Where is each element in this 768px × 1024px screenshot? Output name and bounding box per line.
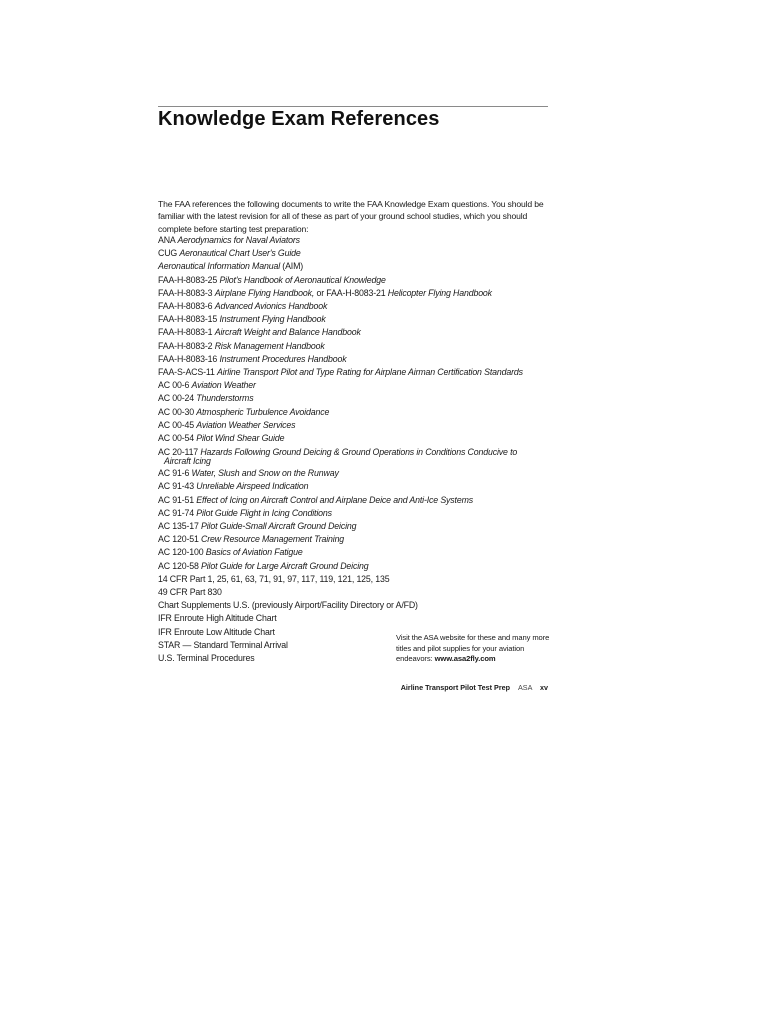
header-rule xyxy=(158,106,548,107)
reference-item xyxy=(158,406,558,419)
reference-title: Effect of Icing on Aircraft Control and Airplane Deice and Anti-Ice Systems xyxy=(196,494,474,505)
reference-code: AC 20-117 xyxy=(158,447,199,458)
footer-page-number: xv xyxy=(540,683,548,692)
reference-code: FAA-S-ACS-11 xyxy=(158,367,215,378)
reference-item xyxy=(158,366,558,379)
reference-code: AC 00-30 xyxy=(158,406,194,417)
reference-item xyxy=(158,340,558,353)
reference-item xyxy=(158,353,558,366)
reference-title: Airline Transport Pilot and Type Rating for Airplane Airman Certification Standards xyxy=(217,367,523,378)
reference-title: Pilot Guide Flight in Icing Conditions xyxy=(196,507,332,518)
reference-item xyxy=(158,586,558,599)
reference-item xyxy=(158,432,558,445)
reference-code: AC 00-45 xyxy=(158,419,194,430)
reference-title: Risk Management Handbook xyxy=(214,340,325,351)
reference-code: AC 91-43 xyxy=(158,481,194,492)
reference-item xyxy=(158,546,558,559)
reference-title: Unreliable Airspeed Indication xyxy=(196,481,309,492)
reference-title: Aerodynamics for Naval Aviators xyxy=(177,235,300,245)
reference-title: Aviation Weather Services xyxy=(196,419,296,430)
reference-title: Hazards Following Ground Deicing & Ground Operations in Conditions Conducive to xyxy=(200,447,518,458)
reference-item xyxy=(158,560,558,573)
footer-publisher: ASA xyxy=(518,683,532,692)
reference-code: AC 135-17 xyxy=(158,521,199,532)
reference-list xyxy=(158,234,558,665)
reference-code: AC 120-58 xyxy=(158,560,199,571)
reference-title: Pilot Guide for Large Aircraft Ground Deicing xyxy=(201,560,369,571)
reference-title: Aviation Weather xyxy=(191,380,256,391)
reference-code: AC 00-6 xyxy=(158,380,190,391)
reference-title: Pilot Guide-Small Aircraft Ground Deicing xyxy=(201,521,357,532)
reference-item xyxy=(158,533,558,546)
reference-item xyxy=(158,520,558,533)
reference-item xyxy=(158,507,558,520)
reference-item xyxy=(158,379,558,392)
reference-code: FAA-H-8083-15 xyxy=(158,314,218,325)
reference-item xyxy=(158,494,558,507)
reference-title: Basics of Aviation Fatigue xyxy=(205,547,303,558)
reference-code: AC 00-54 xyxy=(158,433,194,444)
reference-item xyxy=(158,392,558,405)
reference-code: AC 00-24 xyxy=(158,393,194,404)
reference-code: AC 91-51 xyxy=(158,494,194,505)
reference-item xyxy=(158,573,558,586)
reference-item xyxy=(158,447,558,465)
reference-title-continuation: Aircraft Icing xyxy=(164,456,211,467)
reference-title: Water, Slush and Snow on the Runway xyxy=(191,468,339,479)
reference-code: FAA-H-8083-3 xyxy=(158,287,213,298)
reference-code: AC 120-51 xyxy=(158,534,199,545)
reference-code: ANA xyxy=(158,235,176,245)
reference-code: FAA-H-8083-6 xyxy=(158,301,213,312)
reference-title: Aeronautical Information Manual xyxy=(158,261,280,272)
reference-item xyxy=(158,419,558,432)
reference-code: AC 120-100 xyxy=(158,547,204,558)
reference-title: Aeronautical Chart User's Guide xyxy=(179,248,301,259)
visit-text: Visit the ASA website for these and many more titles and pilot supplies for your aviation endeavors: xyxy=(396,633,550,663)
reference-code: 14 CFR Part 1, 25, 61, 63, 71, 91, 97, 117, 119, 121, 125, 135 xyxy=(158,573,390,584)
reference-code: AC 91-6 xyxy=(158,468,190,479)
reference-item xyxy=(158,287,558,300)
reference-title: Thunderstorms xyxy=(196,393,254,404)
reference-code: Chart Supplements U.S. (previously Airport/Facility Directory or A/FD) xyxy=(158,600,418,611)
reference-title: Instrument Flying Handbook xyxy=(219,314,326,325)
reference-code: CUG xyxy=(158,248,178,259)
page-title: Knowledge Exam References xyxy=(158,108,440,130)
reference-item xyxy=(158,599,558,612)
reference-item xyxy=(158,313,558,326)
reference-code: AC 91-74 xyxy=(158,507,194,518)
reference-title: Advanced Avionics Handbook xyxy=(214,301,328,312)
reference-title: Instrument Procedures Handbook xyxy=(219,353,347,364)
reference-item xyxy=(158,247,558,260)
reference-item xyxy=(158,260,558,273)
reference-title: Pilot Wind Shear Guide xyxy=(196,433,285,444)
reference-title: Pilot's Handbook of Aeronautical Knowledge xyxy=(219,274,386,285)
reference-item xyxy=(158,480,558,493)
reference-item xyxy=(158,234,558,247)
reference-code: FAA-H-8083-16 xyxy=(158,353,218,364)
reference-code: IFR Enroute High Altitude Chart xyxy=(158,613,277,624)
footer-book-title: Airline Transport Pilot Test Prep xyxy=(400,683,510,692)
reference-code: STAR — Standard Terminal Arrival xyxy=(158,639,288,650)
reference-title-alt: Helicopter Flying Handbook xyxy=(387,287,492,298)
reference-item xyxy=(158,612,558,625)
reference-item xyxy=(158,467,558,480)
reference-item xyxy=(158,300,558,313)
page-footer xyxy=(380,683,548,692)
reference-item xyxy=(158,326,558,339)
reference-suffix: (AIM) xyxy=(282,261,304,272)
visit-note xyxy=(396,633,556,665)
reference-code: FAA-H-8083-2 xyxy=(158,340,213,351)
reference-code: FAA-H-8083-25 xyxy=(158,274,218,285)
reference-item xyxy=(158,274,558,287)
reference-code: 49 CFR Part 830 xyxy=(158,587,222,598)
website-link[interactable]: www.asa2fly.com xyxy=(434,654,496,663)
reference-suffix: or FAA-H-8083-21 xyxy=(316,287,386,298)
reference-code: IFR Enroute Low Altitude Chart xyxy=(158,626,275,637)
reference-code: U.S. Terminal Procedures xyxy=(158,653,255,664)
reference-code: FAA-H-8083-1 xyxy=(158,327,213,338)
intro-paragraph: The FAA references the following documents to write the FAA Knowledge Exam questions. You should be familiar with the latest revision for all of these as part of your ground school studies, which you should complete before starting test preparation: xyxy=(158,199,544,234)
reference-title: Airplane Flying Handbook, xyxy=(214,287,315,298)
reference-title: Aircraft Weight and Balance Handbook xyxy=(214,327,361,338)
reference-title: Atmospheric Turbulence Avoidance xyxy=(196,406,330,417)
reference-title: Crew Resource Management Training xyxy=(201,534,345,545)
